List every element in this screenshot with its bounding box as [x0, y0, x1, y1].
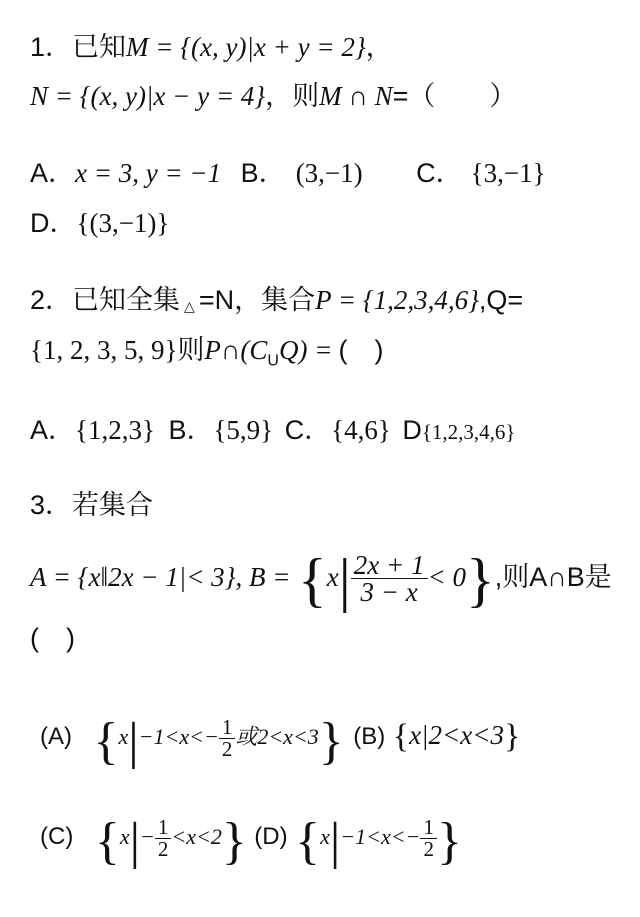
q3-option-c-label: (C) [40, 823, 74, 850]
q3-paren: ( ) [30, 623, 75, 653]
q1-option-b: (3,−1) [295, 158, 363, 188]
q2-number: 2．已知全集 [30, 285, 181, 315]
q3-options-row1 [40, 705, 521, 770]
q1-option-d: {(3,−1)} [76, 208, 170, 238]
q3-option-a: {x|−1<x<− $\frac{1}{2}$ 或2<x<3} [93, 713, 344, 770]
q1-options-row2 [30, 203, 169, 243]
q1-options-row1 [30, 153, 546, 193]
q2-option-c-label: C． [284, 415, 332, 445]
q2-option-a: {1,2,3} [75, 415, 155, 445]
q3-set-a: A = {x‖2x − 1|< 3}, B = [30, 562, 291, 592]
q1-option-b-label: B． [240, 158, 286, 188]
q3-option-b-label: (B) [353, 723, 386, 750]
q1-number: 1．已知 [30, 32, 127, 62]
right-brace-icon: } [465, 547, 495, 613]
q2-option-c: {4,6} [331, 415, 391, 445]
q2-line1: 2．已知全集 △ =N，集合P = {1,2,3,4,6},Q= [30, 285, 524, 315]
q1-line1: 1．已知M = {(x, y)|x + y = 2}， [30, 32, 393, 62]
q2-set-q: {1, 2, 3, 5, 9} [30, 335, 178, 365]
triangle-icon: △ [184, 298, 195, 314]
left-brace-icon: { [297, 547, 327, 613]
q2-set-p: P = {1,2,3,4,6} [315, 285, 479, 315]
q2-option-b: {5,9} [213, 415, 274, 445]
q3-option-b: {x|2<x<3} [392, 718, 521, 755]
q1-set-m: M = {(x, y)|x + y = 2} [126, 32, 366, 62]
q1-option-c: {3,−1} [470, 158, 546, 188]
q3-options-row2 [40, 805, 462, 870]
q3-title [30, 485, 153, 525]
q2-option-b-label: B． [168, 415, 214, 445]
q1-set-n: N = {(x, y)|x − y = 4} [30, 81, 266, 111]
q1-option-c-label: C． [416, 158, 463, 188]
q3-fraction: $\frac{2x + 1}{3 - x}$ [351, 552, 428, 605]
q3-option-d-label: (D) [254, 823, 288, 850]
q1-line2: N = {(x, y)|x − y = 4}，则M ∩ N=（ ） [30, 81, 517, 111]
q1-option-a-label: A． [30, 158, 76, 188]
q1-option-a: x = 3, y = −1 [75, 158, 222, 188]
q3-option-d: {x|−1<x<− $\frac{1}{2}$ } [295, 813, 462, 870]
q2-option-a-label: A． [30, 415, 76, 445]
q3-sets: A = {x‖2x − 1|< 3}, B = {x| $\frac{2x + 1}{3 - x}$ < 0},则A∩B是 [30, 547, 612, 613]
q3-option-c: {x|− $\frac{1}{2}$ <x<2} [94, 813, 247, 870]
q2-line2: {1, 2, 3, 5, 9}则$P\cap(C_UQ)$ = ( ) [30, 335, 384, 370]
q2-option-d-label: D [402, 415, 422, 445]
q3-number: 3．若集合 [30, 490, 154, 520]
q2-options [30, 410, 516, 452]
q2-option-d: {1,2,3,4,6} [421, 420, 516, 444]
q3-option-a-label: (A) [40, 723, 72, 750]
q1-option-d-label: D． [30, 208, 77, 238]
